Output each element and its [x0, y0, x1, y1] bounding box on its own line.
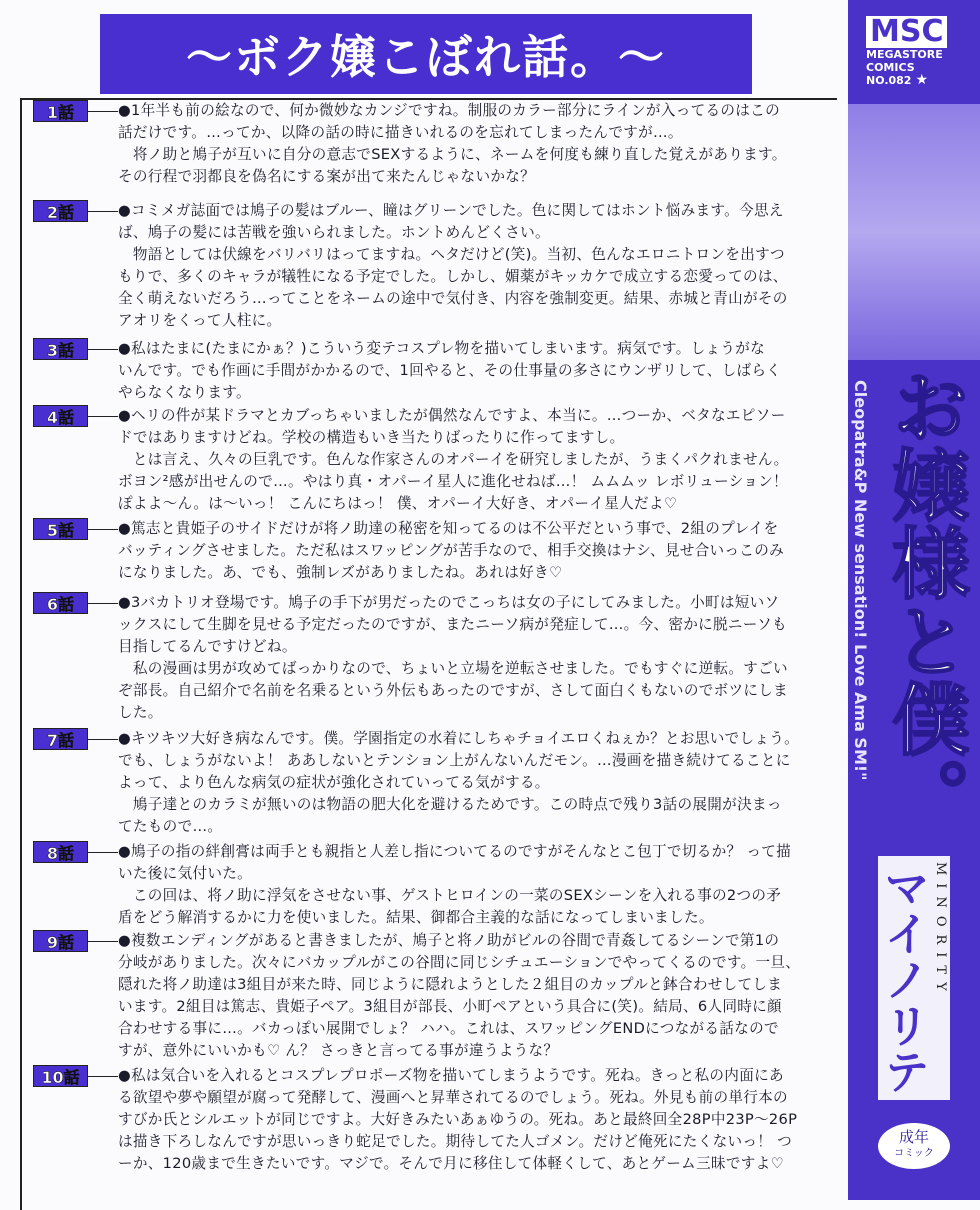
- note-line: もりで、多くのキャラが犠牲になる予定でした。しかし、媚薬がキッカケで成立する恋愛ってのは、: [118, 268, 788, 285]
- episode-label: 7話: [33, 728, 88, 750]
- note-line: ●1年半も前の絵なので、何か微妙なカンジですね。制服のカラー部分にラインが入ってるのはこの: [118, 102, 780, 119]
- note-line: ●私は気合いを入れるとコスプレプロポーズ物を描いてしまうようです。死ね。きっと私の内面にあ: [118, 1067, 784, 1084]
- note-line: ●キツキツ大好き病なんです。僕。学園指定の水着にしちゃチョイエロくねぇか？とお思いでしょう。: [118, 730, 800, 747]
- episode-label: 10話: [33, 1065, 88, 1087]
- episode-label: 3話: [33, 338, 88, 360]
- episode-notes: [118, 405, 838, 515]
- note-line: 将ノ助と鳩子が互いに自分の意志でSEXするように、ネームを何度も練り直した覚えがあります。: [118, 146, 787, 163]
- note-line: バッティングさせました。ただ私はスワッピングが苦手なので、相手交換はナシ、見せ合いっこのみ: [118, 542, 784, 559]
- note-line: ●ヘリの件が某ドラマとカブっちゃいましたが偶然なんですよ、本当に。…つーか、ベタなエピソー: [118, 407, 786, 424]
- connector-line: [88, 603, 118, 604]
- episode-label: 9話: [33, 930, 88, 952]
- series-number: NO.082: [866, 74, 912, 87]
- connector-line: [88, 211, 118, 212]
- note-line: 全く萌えないだろう…ってことをネームの途中で気付き、内容を強制変更。結果、赤城と青山がその: [118, 290, 788, 307]
- note-line: その行程で羽都良を偽名にする案が出て来たんじゃないかな？: [118, 168, 536, 185]
- episode-notes: [118, 1065, 838, 1175]
- note-line: 私の漫画は男が攻めてばっかりなので、ちょいと立場を逆転させました。でもすぐに逆転。すごい: [118, 660, 788, 677]
- note-line: でも、しょうがないよ！ ああしないとテンション上がんないんだモン。…漫画を描き続けてることに: [118, 752, 791, 769]
- note-line: やらなくなります。: [118, 384, 251, 401]
- book-spine: [829, 0, 980, 1200]
- connector-line: [88, 111, 118, 112]
- episode-label: 8話: [33, 841, 88, 863]
- note-line: 鳩子達とのカラミが無いのは物語の肥大化を避けるためです。この時点で残り3話の展開が決まっ: [118, 796, 782, 813]
- logo-sub1: MEGASTORE: [866, 48, 943, 61]
- episode-notes: [118, 841, 838, 929]
- episode-label: 6話: [33, 592, 88, 614]
- note-line: になりました。あ、でも、強制レズがありましたね。あれは好き♡: [118, 564, 563, 581]
- connector-line: [88, 739, 118, 740]
- note-line: ボヨン²感が出せんので…。やはり真・オパーイ星人に進化せねば…！ ムムムッ レボリューション！: [118, 473, 788, 490]
- book-subtitle: Cleopatra&P New sensation! Love Ama SM!": [851, 380, 870, 781]
- connector-line: [88, 349, 118, 350]
- note-line: ドではありますけどね。学校の構造もいき当たりばったりに作ってますし。: [118, 429, 625, 446]
- note-line: 分岐がありました。次々にバカップルがこの谷間に同じシチュエーションでやってくるのです。一旦、: [118, 954, 801, 971]
- note-line: 目指してるんですけどね。: [118, 638, 297, 655]
- episode-notes: [118, 100, 838, 188]
- rating-text: 成年: [898, 1128, 929, 1146]
- title-banner: [100, 14, 752, 94]
- msc-logo: [866, 10, 962, 96]
- note-line: 盾をどう解消するかに力を使いました。結果、御都合主義的な話になってしまいました。: [118, 909, 714, 926]
- logo-text: MSC: [866, 16, 947, 48]
- note-line: ●複数エンディングがあると書きましたが、鳩子と将ノ助がビルの谷間で青姦してるシーンで第1の: [118, 932, 780, 949]
- note-line: アオリをくって人柱に。: [118, 312, 282, 329]
- connector-line: [88, 852, 118, 853]
- episode-notes: [118, 200, 838, 332]
- note-line: ●3バカトリオ登場です。鳩子の手下が男だったのでこっちは女の子にしてみました。小町は短いソ: [118, 594, 780, 611]
- series-number-row: [866, 74, 962, 87]
- connector-line: [88, 941, 118, 942]
- note-line: いんです。でも作画に手間がかかるので、1回やると、その仕事量の多さにウンザリして、しばらく: [118, 362, 782, 379]
- note-line: ば、鳩子の髪には苦戦を強いられました。ホントめんどくさい。: [118, 224, 550, 241]
- note-line: いた後に気付いた。: [118, 865, 253, 882]
- episode-notes: [118, 728, 838, 838]
- note-line: ●コミメガ誌面では鳩子の髪はブルー、瞳はグリーンでした。色に関してはホント悩みます。今思え: [118, 202, 784, 219]
- connector-line: [88, 1076, 118, 1077]
- episode-notes: [118, 930, 838, 1062]
- note-line: ぞ部長。自己紹介で名前を名乗るという外伝もあったのですが、さして面白くもないのでボツにしま: [118, 682, 789, 699]
- episode-label: 1話: [33, 100, 88, 122]
- note-line: 隠れた将ノ助達は3組目が来た時、同じように隠れようとした２組目のカップルと鉢合わせしてしま: [118, 976, 783, 993]
- episode-label: 4話: [33, 405, 88, 427]
- note-line: とは言え、久々の巨乳です。色んな作家さんのオパーイを研究しましたが、うまくパクれません。: [118, 451, 789, 468]
- note-line: ぽよよ～ん。は～いっ！ こんにちはっ！ 僕、オパーイ大好き、オパーイ星人だよ♡: [118, 495, 678, 512]
- connector-line: [88, 529, 118, 530]
- note-line: ーか、120歳まで生きたいです。マジで。そんで月に移住して体軽くして、あとゲーム三昧ですよ♡: [118, 1155, 784, 1172]
- label-box: [829, 856, 950, 1100]
- note-line: ●篤志と貴姫子のサイドだけが将ノ助達の秘密を知ってるのは不公平だという事で、2組のプレイを: [118, 520, 779, 537]
- adult-comic-badge: [878, 1123, 950, 1169]
- episode-notes: [118, 592, 838, 724]
- label-en: MINORITY: [933, 862, 948, 999]
- episode-notes: [118, 338, 838, 404]
- note-line: 合わせする事に…。バカっぽい展開でしょ？ ハハ。これは、スワッピングENDにつながる話なので: [118, 1020, 779, 1037]
- rating-sub: コミック: [894, 1148, 934, 1159]
- note-line: すびか氏とシルエットが同じですよ。大好きみたいあぁゆうの。死ね。あと最終回全28P中23P～26P: [118, 1111, 798, 1128]
- episode-notes: [118, 518, 838, 584]
- label-jp: マイノリティ: [829, 864, 931, 1094]
- connector-line: [88, 416, 118, 417]
- page-title: ～ボク嬢こぼれ話。～: [186, 30, 666, 84]
- note-line: ックスにして生脚を見せる予定だったのですが、またニーソ病が発症して…。今、密かに脱ニーソも: [118, 616, 787, 633]
- note-line: よって、より色んな病気の症状が強化されていってる気がする。: [118, 774, 550, 791]
- logo-sub2: COMICS: [866, 61, 915, 74]
- note-line: した。: [118, 704, 163, 721]
- note-line: は描き下ろしなんですが思いっきり蛇足でした。期待してた人ゴメン。だけど俺死にたくないっ！ つ: [118, 1133, 792, 1150]
- cover-illustration: [848, 104, 980, 360]
- note-line: すが、意外にいいかも♡ ん？ さっきと言ってる事が違うような？: [118, 1042, 559, 1059]
- episode-label: 2話: [33, 200, 88, 222]
- note-line: る欲望や夢や願望が腐って発酵して、漫画へと昇華されてるのでしょう。死ね。外見も前の単行本の: [118, 1089, 788, 1106]
- star-icon: ★: [915, 72, 929, 88]
- note-line: 話だけです。…ってか、以降の話の時に描きいれるのを忘れてしまったんですが…。: [118, 124, 683, 141]
- note-line: ●私はたまに(たまにかぁ？)こういう変テコスプレ物を描いてしまいます。病気です。しょうがな: [118, 340, 766, 357]
- note-line: てたもので…。: [118, 818, 223, 835]
- note-line: います。2組目は篤志、貴姫子ペア。3組目が部長、小町ペアという具合に(笑)。結局、6人同時に顔: [118, 998, 782, 1015]
- book-title: お嬢様と僕。: [879, 367, 969, 835]
- episode-label: 5話: [33, 518, 88, 540]
- note-line: この回は、将ノ助に浮気をさせない事、ゲストヒロインの一菜のSEXシーンを入れる事の2つの矛: [118, 887, 782, 904]
- note-line: ●鳩子の指の絆創膏は両手とも親指と人差し指についてるのですがそんなとこ包丁で切るか？ って描: [118, 843, 792, 860]
- note-line: 物語としては伏線をバリバリはってますね。ヘタだけど(笑)。当初、色んなエロニトロンを出すつ: [118, 246, 785, 263]
